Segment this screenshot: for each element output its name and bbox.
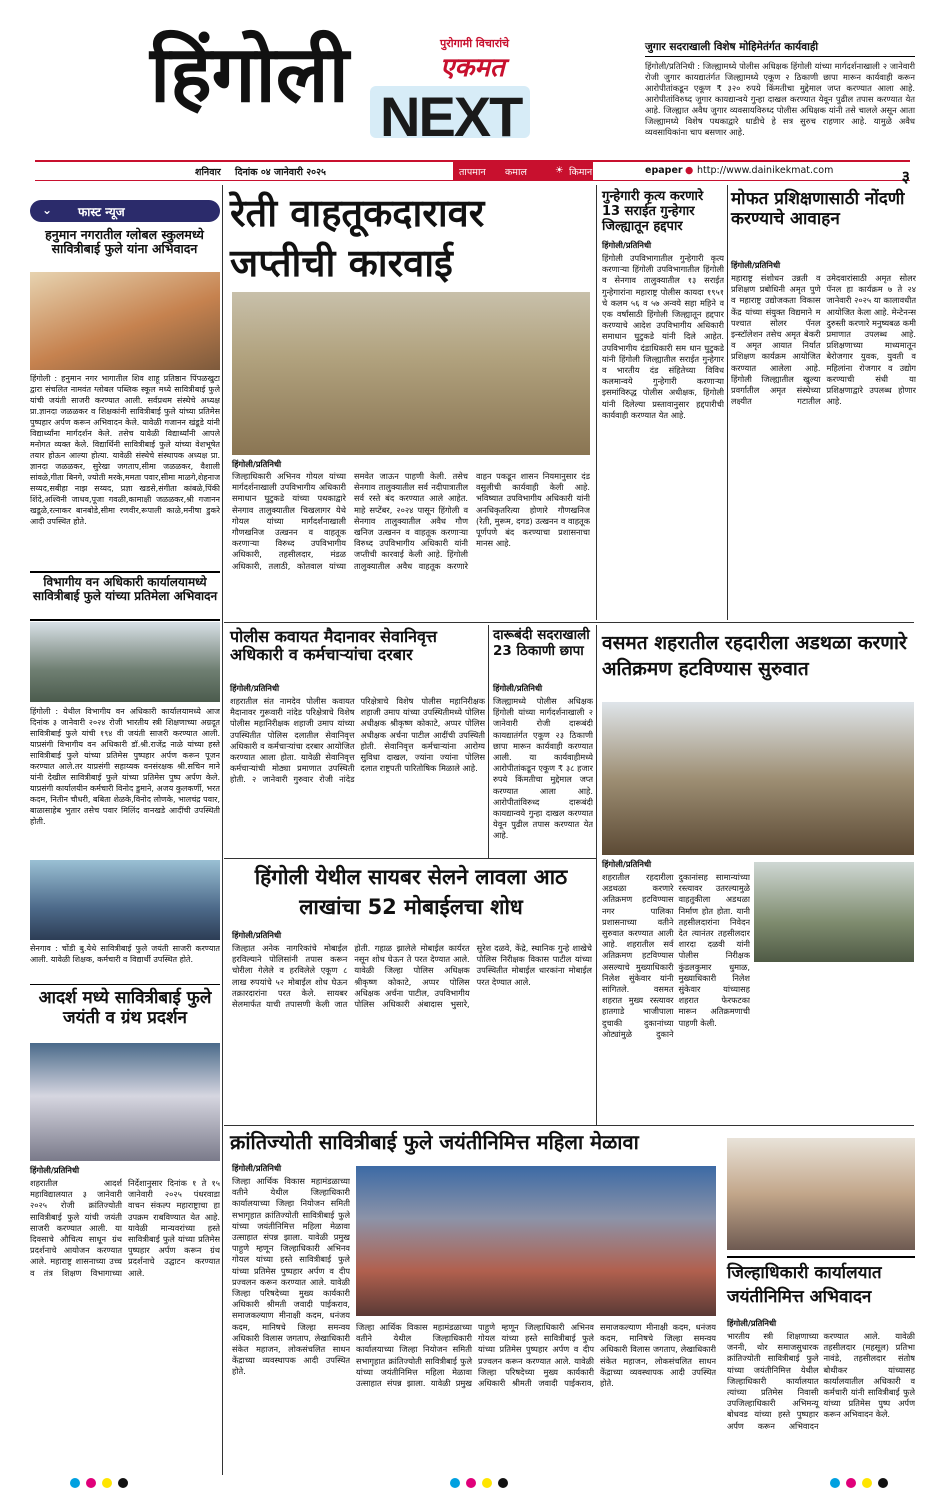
section-rule	[224, 858, 596, 859]
training-body: महाराष्ट्र संशोधन उन्नती व प्रशिक्षण प्रबोधिनी अमृत पुणे व महाराष्ट्र उद्योजकता विकास केंद्र यांच्या संयुक्त विद्यमाने म पश्चात सोलर पॅनल इन्स्टॉलेशन तसेच अमृत बेकरी व अमृत आयात निर्यात प्रशिक्षण कार्यक्रम आयोजित करण्यात आलेला आहे. हिंगोली जिल्ह्यातील खुल्या प्रवर्गातील अमृत संस्थेच्या लक्ष्यीत गटातील उमेदवारांसाठी अमृत सोलर पॅनल हा कार्यक्रम ७ ते २४ जानेवारी २०२५ या कालावधीत आयोजित केला आहे. मेन्टेनन्स दुरुस्ती करणारे मनुष्यबळ कमी प्रमाणात उपलब्ध आहे. प्रशिक्षणाच्या माध्यमातून बेरोजगार युवक, युवती व महिलांना रोजगार व उद्योग करण्याची संधी या प्रशिक्षणाद्वारे उपलब्ध होणार आहे.	[731, 273, 916, 407]
cyber-body: जिल्हात अनेक नागरिकांचे मोबाईल हरविल्याने पोलिसांनी तपास करून चोरीला गेलेले व हरविलेले एकूण ८ लाख रुपयांचे ५२ मोबाईल शोध घेऊन तक्रारदारांना परत केले. सायबर सेलमार्फत याची तपासणी केली जात होती. गहाळ झालेले मोबाईल कार्यरत नसून शोध घेऊन ते परत देण्यात आले. यावेळी जिल्हा पोलिस अधिक्षक श्रीकृष्ण कोकाटे, अप्पर पोलिस अधिक्षक अर्चना पाटील, उपविभागीय पोलिस अधिकारी अंबादास भुसारे, सुरेश दळवे, केंद्रे, स्थानिक गुन्हे शाखेचे पोलिस निरीक्षक विकास पाटील यांच्या उपस्थितीत मोबाईल धारकांना मोबाईल परत देण्यात आले.	[232, 943, 592, 1010]
collector-byline: हिंगोली/प्रतिनिधी	[727, 1318, 777, 1328]
vasmat-photo-2	[754, 862, 914, 962]
adarsh-body: शहरातील आदर्श महाविद्यालयात ३ जानेवारी २०२५ रोजी क्रांतिज्योती सावित्रीबाई फुले यांची जयंती साजरी करण्यात आली. या दिवसाचे औचित्य साधून ग्रंथ प्रदर्शनाचे आयोजन करण्यात आले. महाराष्ट्र शासनाच्या उच्च व तंत्र शिक्षण विभागाच्या निर्देशानुसार दिनांक १ ते १५ जानेवारी २०२५ पंधरवाडा वाचन संकल्प महाराष्ट्राचा हा उपक्रम राबविण्यात येत आहे. यावेळी मान्यवरांच्या हस्ते सावित्रीबाई फुले यांच्या प्रतिमेस पुष्पहार अर्पण करून ग्रंथ प्रदर्शनाचे उद्घाटन करण्यात आले.	[30, 1178, 220, 1278]
top-news-heading: जुगार सदराखाली विशेष मोहिमेतंर्गत कार्यवाही	[645, 40, 915, 57]
collector-photo	[727, 1138, 915, 1250]
mela-body: जिल्हा आर्थिक विकास महामंडळाच्या वतीने येथील जिल्हाधिकारी कार्यालयाच्या जिल्हा नियोजन समिती सभागृहात क्रांतिज्योती सावित्रीबाई फुले यांच्या जयंतीनिमित्त महिला मेळावा उत्साहात संपन्न झाला. यावेळी प्रमुख पाहुणे म्हणून जिल्हाधिकारी अभिनव गोयल यांच्या हस्ते सावित्रीबाई फुले यांच्या प्रतिमेस पुष्पहार अर्पण व दीप प्रज्वलन करून करण्यात आले. यावेळी जिल्हा परिषदेच्या मुख्य कार्यकारी अधिकारी श्रीमती जवादी पाईकराव, समाजकल्याण मीनाक्षी कदम, धनंजय कदम, मानिषचे जिल्हा समन्वय अधिकारी विलास जगताप, लेखाधिकारी संकेत महाजन, लोकसंचलित साधन केंद्राच्या व्यवस्थापक आदी उपस्थित होते.	[232, 1176, 350, 1377]
registration-mark	[878, 1478, 888, 1488]
link-icon: ●	[685, 165, 694, 176]
vasmat-byline: हिंगोली/प्रतिनिधी	[602, 859, 652, 869]
police-body: शहरातील संत नामदेव पोलीस कवायत मैदानावर गुरूवारी नांदेड परिक्षेत्राचे विशेष पोलीस महानिरीक्षक शहाजी उमाप यांच्या उपस्थितीत पोलिस दलातील सेवानिवृत्त अधिकारी व कर्मचाऱ्यांचा दरबार आयोजित करण्यात आला होता. यावेळी सेवानिवृत्त कर्मचाऱ्यांची मोठ्या प्रमाणात उपस्थिती होती. २ जानेवारी गुरुवार रोजी नांदेड परिक्षेत्राचे विशेष पोलीस महानिरीक्षक शहाजी उमाप यांच्या उपस्थितीमध्ये पोलिस अधीक्षक श्रीकृष्ण कोकाटे, अप्पर पोलिस अधीक्षक अर्चना पाटील आदींची उपस्थिती होती. सेवानिवृत्त कर्मचाऱ्यांना आरोग्य सुविधा दाखल, ज्यांना ज्यांना पोलिस दलात राष्ट्रपती पारितोषिक मिळाले आहे.	[230, 696, 485, 785]
page-number: ३	[901, 167, 910, 186]
mela-headline: क्रांतिज्योती सावित्रीबाई फुले जयंतीनिमित्त महिला मेळावा	[230, 1130, 639, 1154]
epaper-label: epaper	[645, 165, 683, 176]
police-byline: हिंगोली/प्रतिनिधी	[230, 683, 280, 693]
vasmat-body: शहरातील रहदारीला अडथळा करणारे अतिक्रमण हटविण्यास नगर पालिका प्रशासनाच्या वतीने सुरुवात करण्यात आली आहे. शहरातील सर्व अतिक्रमण हटविण्यास असल्याचे मुख्याधिकारी निलेश सुंकेवार यांनी सांगितले. वसमत शहरात मुख्य रस्त्यावर हातगाडे भाजीपाला दुचाकी दुकानांच्या ओट्यांमुळे दुकाने दुकानांसह सामान्यांच्या रस्त्यावर उतरल्यामुळे वाहतुकीला अडथळा निर्माण होत होता. यानी तहसीलदारांना निवेदन देत त्यानंतर तहसीलदार शारदा दळवी यांनी पोलीस निरीक्षक कुंडलकुमार धुमाळ, मुख्याधिकारी निलेश सुंकेवार यांच्यासह शहरात फेरफटका मारून अतिक्रमणाची पाहणी केली.	[602, 872, 750, 1039]
temperature-label: तापमान	[459, 167, 486, 178]
masthead-next: NEXT	[380, 85, 522, 148]
crime-byline: हिंगोली/प्रतिनिधी	[602, 240, 652, 250]
section-rule	[224, 1125, 914, 1126]
vasmat-photo-1	[602, 702, 914, 855]
forest-office-photo	[30, 622, 220, 702]
registration-mark	[102, 1478, 112, 1488]
temperature-min: किमान	[569, 167, 593, 178]
mela-photo	[356, 1166, 716, 1316]
registration-mark	[482, 1478, 492, 1488]
column-rule	[222, 185, 223, 1475]
collector-body: भारतीय स्त्री शिक्षणाच्या जननी, थोर समाजसुधारक क्रांतिज्योती सावित्रीबाई फुले यांच्या जयंतीनिमित्त येथील जिल्हाधिकारी कार्यालयात त्यांच्या प्रतिमेस निवासी उपजिल्हाधिकारी अभिमन्यू बोधवड यांच्या हस्ते पुष्पहार अर्पण करून अभिवादन करण्यात आले. यावेळी तहसीलदार (महसूल) प्रतिभा नावंडे, तहसीलदार संतोष बोथीकर यांच्यासह कार्यालयातील अधिकारी व कर्मचारी यांनी सावित्रीबाई फुले यांच्या प्रतिमेस पुष्प अर्पण करून अभिवादन केले.	[727, 1331, 915, 1431]
column-rule	[596, 185, 597, 620]
school-photo	[30, 272, 220, 370]
temperature-box	[453, 162, 593, 180]
masthead-tagline: पुरोगामी विचारांचे	[440, 37, 510, 50]
column-rule	[727, 185, 728, 620]
sun-icon: ☀	[555, 165, 564, 176]
fast-news-item1-body: हिंगोली : हनुमान नगर भागातील शिव शाहू प्रतिष्ठान पिंपळखुटा द्वारा संचलित नामवंत ग्लोबल पब्लिक स्कूल मध्ये सावित्रीबाई फुले यांची जयंती साजरी करण्यात आली. सर्वप्रथम संस्थेचे अध्यक्ष प्रा.ज्ञानदा जळळकर व शिक्षकांनी सावित्रीबाई फुले यांच्या प्रतिमेस पुष्पहार अर्पण करून अभिवादन केले. यावेळी गजानन खंडूडे यांनी विद्यार्थ्यांना मार्गदर्शन केले. तसेच यावेळी विद्यार्थ्यांनी आपले मनोगत व्यक्त केले. विद्यार्थिनी सावित्रीबाई फुले यांच्या वेशभूषेत तयार होऊन आल्या होत्या. यावेळी संस्थेचे संस्थापक अध्यक्ष प्रा. ज्ञानदा जळळकर, सुरेखा जगताप,सीमा जळळकर, वैशाली सांवळे,गीता बिनगे, ज्योती मरके,ममता पवार,सीमा माळगे,शेहनाज सय्यद,सबीहा नाझ सय्यद, प्रज्ञा खडसे,संगीता कांबळे,पिंकी शिंदे,अश्विनी जाधव,पूजा गवळी,कामाक्षी जळळकर,श्री गजानन खडूळे,रत्नाकर बानबोडे,सीमा रणवीर,रूपाली काळे,मनीषा डुकरे आदी उपस्थित होते.	[30, 374, 220, 526]
registration-mark	[830, 1478, 840, 1488]
registration-mark	[118, 1478, 128, 1488]
crime-body: हिंगोली उपविभागातील गुन्हेगारी कृत्य करणाऱ्या हिंगोली उपविभागातील हिंगोली व सेनगाव तालुक्यातील १३ सराईत गुन्हेगारांना महाराष्ट्र पोलीस कायदा १९५१ चे कलम ५६ व ५७ अन्वये सहा महिने व एक वर्षांसाठी हिंगोली जिल्ह्यातून हद्दपार करण्याचे आदेश उपविभागीय अधिकारी समाधान घुटुकडे यांनी दिले आहेत. उपविभागीय दंडाधिकारी सम धान घुटुकडे यांनी हिंगोली जिल्ह्यातील सराईत गुन्हेगार व भारतीय दंड संहितेच्या विविध कलमान्वये गुन्हेगारी करणाऱ्या इसमांविरुद्ध पोलीस अधीक्षक, हिंगोली यांनी दिलेल्या प्रस्तावानुसार हद्दपारीची कार्यवाही करण्यात येत आहे.	[602, 253, 724, 420]
vasmat-headline: वसमत शहरातील रहदारीला अडथळा करणारे अतिक्रमण हटविण्यास सुरुवात	[602, 632, 907, 680]
fast-news-text: फास्ट न्यूज	[78, 205, 125, 219]
fast-news-item2-head: विभागीय वन अधिकारी कार्यालयामध्ये सावित्रीबाई फुले यांच्या प्रतिमेला अभिवादन	[30, 571, 220, 621]
fast-news-item1-head: हनुमान नगरातील ग्लोबल स्कुलमध्ये सावित्रीबाई फुले यांना अभिवादन	[45, 227, 204, 257]
registration-mark	[498, 1478, 508, 1488]
cyber-headline: हिंगोली येथील सायबर सेलने लावला आठ लाखांचा 52 मोबाईलचा शोध	[254, 865, 568, 919]
training-byline: हिंगोली/प्रतिनिधी	[731, 260, 781, 270]
collector-headline: जिल्हाधिकारी कार्यालयात जयंतीनिमित्त अभिवादन	[727, 1256, 915, 1309]
registration-mark	[70, 1478, 80, 1488]
mela-byline: हिंगोली/प्रतिनिधी	[232, 1163, 282, 1173]
liquor-body: जिल्ह्यामध्ये पोलीस अधिक्षक हिंगोली यांच्या मार्गदर्शनाखाली २ जानेवारी रोजी दारूबंदी कायद्यातंर्गत एकूण २३ ठिकाणी छापा मारून कार्यवाही करण्यात आली. या कार्यवाहीमध्ये आरोपीतांकडून एकूण ₹ ३८ हजार रुपये किंमतीचा मुद्देमाल जप्त करण्यात आला आहे. आरोपीतांविरुध्द दारूबंदी कायद्यान्वये गुन्हा दाखल करण्यात येवून पुढील तपास करण्यात येत आहे.	[493, 696, 593, 841]
fast-news-label	[30, 200, 220, 222]
lead-byline: हिंगोली/प्रतिनिधी	[232, 459, 282, 469]
chevron-down-icon: ⌄	[42, 203, 53, 217]
crime-headline: गुन्हेगारी कृत्य करणारे 13 सराईत गुन्हेगार जिल्ह्यातून हद्दपार	[602, 189, 704, 234]
website-link[interactable]: http://www.dainikekmat.com	[697, 165, 834, 176]
registration-mark	[846, 1478, 856, 1488]
registration-mark	[466, 1478, 476, 1488]
liquor-headline: दारूबंदी सदराखाली 23 ठिकाणी छापा	[493, 627, 590, 659]
cyber-byline: हिंगोली/प्रतिनिधी	[232, 930, 282, 940]
registration-mark	[862, 1478, 872, 1488]
adarsh-head: आदर्श मध्ये सावित्रीबाई फुले जयंती व ग्रंथ प्रदर्शन	[30, 984, 220, 1028]
dateline-date: दिनांक ०४ जानेवारी २०२५	[235, 167, 326, 178]
adarsh-byline: हिंगोली/प्रतिनिधी	[30, 1165, 80, 1175]
masthead-title: हिंगोली	[150, 30, 349, 120]
registration-mark	[450, 1478, 460, 1488]
police-headline: पोलीस कवायत मैदानावर सेवानिवृत्त अधिकारी व कर्मचाऱ्यांचा दरबार	[230, 627, 437, 665]
section-rule	[224, 622, 914, 623]
column-rule	[596, 625, 597, 1125]
adarsh-photo	[30, 1043, 220, 1161]
fast-news-item2-body: हिंगोली : येथील विभागीय वन अधिकारी कार्यालयामध्ये आज दिनांक ३ जानेवारी २०२४ रोजी भारतीय स्त्री शिक्षणाच्या अग्रदूत सावित्रीबाई फुले यांची १९४ वी जयंती साजरी करण्यात आली. याप्रसंगी विभागीय वन अधिकारी डॉ.श्री.राजेंद्र नाळे यांच्या हस्ते सावित्रीबाई फुले यांच्या प्रतिमेस पुष्पहार अर्पण करून पूजन करण्यात आले.तर याप्रसंगी सहाय्यक वनसंरक्षक श्री.सचिन माने यांनी देखील सावित्रीबाई फुले यांच्या प्रतिमेस पुष्प अर्पण केले. याप्रसंगी कार्यालयीन कर्मचारी विनोद डुमाने, अजय कुलकर्णी, भरत कदम, नितीन चौधरी, बबिता शेळके,विनोद लोणके, भालचंद्र पवार, बाळासाहेब भुतार तसेच पवार मिलिंद वानखडे आदींची उपस्थिती होती.	[30, 707, 220, 826]
lead-photo	[232, 292, 590, 455]
dateline-day: शनिवार	[195, 167, 221, 178]
sengaon-photo	[30, 860, 220, 940]
column-rule	[488, 625, 489, 858]
dateline-bar	[35, 160, 910, 186]
top-news-body: हिंगोली/प्रतिनिधी : जिल्ह्यामध्ये पोलीस अधिक्षक हिंगोली यांच्या मार्गदर्शनाखाली २ जानेवारी रोजी जुगार कायद्यातंर्गत जिल्ह्यामध्ये एकूण २ ठिकाणी छापा मारून कार्यवाही करून आरोपीतांकडून एकूण ₹ ३२० रुपये किंमतीचा मुद्देमाल जप्त करण्यात आला आहे. आरोपीतांविरुध्द जुगार कायद्यान्वये गुन्हा दाखल करण्यात येवून पुढील तपास करण्यात येत आहे. जिल्ह्यात अवैध जुगार व्यवसायविरुध्द पोलीस अधिक्षक यांनी तसे चालले असून आता जिल्ह्यामध्ये विशेष पथकाद्वारे धाडीचे हे सत्र सुरुच राहणार आहे. यामुळे अवैध व्यवसायिकांना चाप बसणार आहे.	[645, 61, 915, 137]
liquor-byline: हिंगोली/प्रतिनिधी	[493, 683, 543, 693]
lead-headline: रेती वाहतूकदारावर जप्तीची कारवाई	[230, 191, 485, 285]
lead-body: जिल्हाधिकारी अभिनव गोयल यांच्या मार्गदर्शनाखाली उपविभागीय अधिकारी समाधान घुटुकडे यांच्या पथकाद्वारे सेनगाव तालुक्यातील चिखलागर येथे गोयल यांच्या मार्गदर्शनाखाली गौणखनिज उत्खनन व वाहतूक करणाऱ्या विरुध्द उपविभागीय अधिकारी, तहसीलदार, मंडळ अधिकारी, तलाठी, कोतवाल यांच्या समवेत जाऊन पाहणी केली. तसेच सेनगाव तालुक्यातील सर्व नदीपात्रातील सर्व रस्ते बंद करण्यात आले आहेत. माहे सप्टेंबर, २०२४ पासून हिंगोली व सेनगाव तालुक्यातील अवैध गौण खनिज उत्खनन व वाहतूक करणाऱ्या विरुध्द उपविभागीय अधिकारी यांनी जप्तीची कारवाई केली आहे. हिंगोली तालुक्यातील अवैध वाहतूक करणारे वाहन पकडून शासन नियमानुसार दंड वसुलीची कार्यवाही केली आहे. भविष्यात उपविभागीय अधिकारी यांनी अनधिकृतरित्या होणारे गौणखनिज (रेती, मुरूम, दगड) उत्खनन व वाहतूक पूर्णपणे बंद करण्याचा प्रशासनाचा मानस आहे.	[232, 471, 590, 571]
masthead-brand: एकमत	[440, 53, 505, 83]
registration-mark	[86, 1478, 96, 1488]
fast-news-item3-caption: सेनगाव : चोंडी बु.येथे सावित्रीबाई फुले जयंती साजरी करण्यात आली. यावेळी शिक्षक, कर्मचारी व विद्यार्थी उपस्थित होते.	[30, 944, 220, 964]
training-headline: मोफत प्रशिक्षणासाठी नोंदणी करण्याचे आवाहन	[731, 189, 905, 229]
temperature-max: कमाल	[505, 167, 527, 178]
mela-body-cont: जिल्हा आर्थिक विकास महामंडळाच्या वतीने येथील जिल्हाधिकारी कार्यालयाच्या जिल्हा नियोजन समिती सभागृहात क्रांतिज्योती सावित्रीबाई फुले यांच्या जयंतीनिमित्त महिला मेळावा उत्साहात संपन्न झाला. यावेळी प्रमुख पाहुणे म्हणून जिल्हाधिकारी अभिनव गोयल यांच्या हस्ते सावित्रीबाई फुले यांच्या प्रतिमेस पुष्पहार अर्पण व दीप प्रज्वलन करून करण्यात आले. यावेळी जिल्हा परिषदेच्या मुख्य कार्यकारी अधिकारी श्रीमती जवादी पाईकराव, समाजकल्याण मीनाक्षी कदम, धनंजय कदम, मानिषचे जिल्हा समन्वय अधिकारी विलास जगताप, लेखाधिकारी संकेत महाजन, लोकसंचलित साधन केंद्राच्या व्यवस्थापक आदी उपस्थित होते.	[356, 1322, 716, 1389]
top-news-box	[645, 40, 915, 138]
